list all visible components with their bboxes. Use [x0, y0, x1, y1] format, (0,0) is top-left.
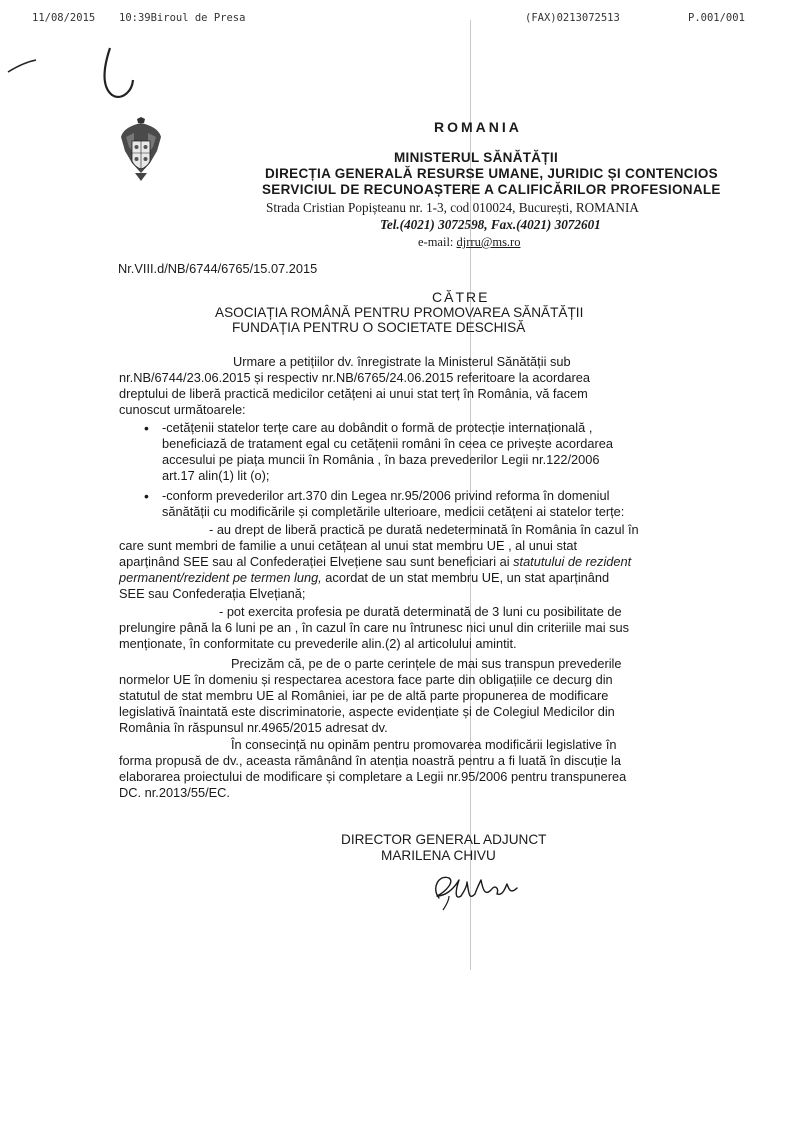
subpoint-limited-practice — [119, 604, 629, 652]
intro-paragraph — [119, 354, 590, 418]
addressee-to: CĂTRE — [432, 289, 490, 305]
addressee-line-2: FUNDAȚIA PENTRU O SOCIETATE DESCHISĂ — [232, 320, 526, 335]
phone-fax: Tel.(4021) 3072598, Fax.(4021) 3072601 — [380, 217, 601, 232]
handwritten-marks — [0, 30, 160, 110]
email-link[interactable]: djrru@ms.ro — [456, 235, 521, 249]
bullet-icon: • — [144, 420, 149, 436]
text-line: menționate, în conformitate cu prevederile alin.(2) al articolului amintit. — [119, 636, 517, 651]
text-line: forma propusă de dv., aceasta rămânând în atenția noastră pentru a fi luată în discuție la — [119, 753, 621, 768]
text-line: -cetățenii statelor terțe care au dobândit o formă de protecție internațională , — [162, 420, 593, 435]
fax-number: (FAX)0213072513 — [525, 12, 620, 24]
text-line: SEE sau Confederația Elvețiană; — [119, 586, 306, 601]
text-line: prelungire până la 6 luni pe an , în cazul în care nu întrunesc nici unul din criteriile mai sus — [119, 620, 630, 635]
text-span: aparținând SEE sau al Confederației Elvețiene sau sunt beneficiari ai — [119, 554, 514, 569]
text-line: - au drept de liberă practică pe durată nedeterminată în România în cazul în — [209, 522, 639, 537]
coat-of-arms-icon — [120, 117, 162, 185]
text-line: normelor UE în domeniu și respectarea acestora face parte din obligațiile ce decurg din — [119, 672, 613, 687]
bullet-item-protection — [144, 420, 613, 484]
addressee-line-1: ASOCIAȚIA ROMÂNĂ PENTRU PROMOVAREA SĂNĂTĂȚII — [215, 305, 584, 320]
country-heading: ROMANIA — [434, 119, 522, 135]
text-line: accesului pe piața muncii în România , în baza prevederilor Legii nr.122/2006 — [162, 452, 600, 467]
text-line: DC. nr.2013/55/EC. — [119, 785, 230, 800]
subpoint-indefinite-practice — [119, 522, 639, 602]
text-line: România în răspunsul nr.4965/2015 adresat dv. — [119, 720, 388, 735]
text-line: beneficiază de tratament egal cu cetățenii români în ceea ce privește acordarea — [162, 436, 613, 451]
text-line: - pot exercita profesia pe durată determinată de 3 luni cu posibilitate de — [219, 604, 622, 619]
text-span-italic: statutului de rezident — [513, 554, 632, 569]
ministry-heading: MINISTERUL SĂNĂTĂȚII — [394, 150, 558, 165]
text-line: dreptului de liberă practică medicilor cetățeni ai unui stat terț în România, vă facem — [119, 386, 588, 401]
text-line: sănătății cu modificările și completările ulterioare, medicii cetățeni ai statelor terțe: — [162, 504, 625, 519]
bullet-icon: • — [144, 488, 149, 504]
fax-page: P.001/001 — [688, 12, 745, 24]
text-line: elaborarea proiectului de modificare și completare a Legii nr.95/2006 pentru transpunerea — [119, 769, 627, 784]
text-line: În consecință nu opinăm pentru promovarea modificării legislative în — [231, 737, 617, 752]
fax-date: 11/08/2015 — [32, 12, 96, 24]
text-line — [119, 570, 639, 586]
text-line: care sunt membri de familie a unui cetățean al unui stat membru UE , al unui stat — [119, 538, 578, 553]
signatory-title: DIRECTOR GENERAL ADJUNCT — [341, 832, 547, 847]
bullet-item-art370 — [144, 488, 625, 520]
text-line: -conform prevederilor art.370 din Legea nr.95/2006 privind reforma în domeniul — [162, 488, 610, 503]
email-label: e-mail: — [418, 235, 454, 249]
text-line: legislativă înaintată este discriminatorie, aspecte evidențiate și de Colegiul Medicilor din — [119, 704, 615, 719]
reference-number: Nr.VIII.d/NB/6744/6765/15.07.2015 — [118, 261, 318, 276]
text-line: statutul de stat membru UE al României, iar pe de altă parte propunerea de modificare — [119, 688, 609, 703]
paragraph-consecinta — [119, 737, 626, 801]
fax-time-sender: 10:39Biroul de Presa — [119, 12, 246, 24]
text-line: nr.NB/6744/23.06.2015 și respectiv nr.NB/6765/24.06.2015 referitoare la acordarea — [119, 370, 590, 385]
email-line — [418, 235, 520, 250]
handwritten-signature — [425, 866, 535, 916]
directorate-heading: DIRECȚIA GENERALĂ RESURSE UMANE, JURIDIC ȘI CONTENCIOS — [265, 166, 718, 181]
text-line: Precizăm că, pe de o parte cerințele de mai sus transpun prevederile — [231, 656, 622, 671]
text-line: Urmare a petițiilor dv. înregistrate la Ministerul Sănătății sub — [233, 354, 571, 369]
text-span-italic: permanent/rezident pe termen lung, — [119, 570, 322, 585]
address: Strada Cristian Popișteanu nr. 1-3, cod 010024, București, ROMANIA — [266, 200, 639, 215]
paragraph-precizam — [119, 656, 622, 736]
text-line: cunoscut următoarele: — [119, 402, 246, 417]
text-line: art.17 alin(1) lit (o); — [162, 468, 270, 483]
signatory-name: MARILENA CHIVU — [381, 848, 496, 863]
service-heading: SERVICIUL DE RECUNOAȘTERE A CALIFICĂRILOR PROFESIONALE — [262, 182, 721, 197]
text-line — [119, 554, 639, 570]
text-span: acordat de un stat membru UE, un stat aparținând — [321, 570, 610, 585]
